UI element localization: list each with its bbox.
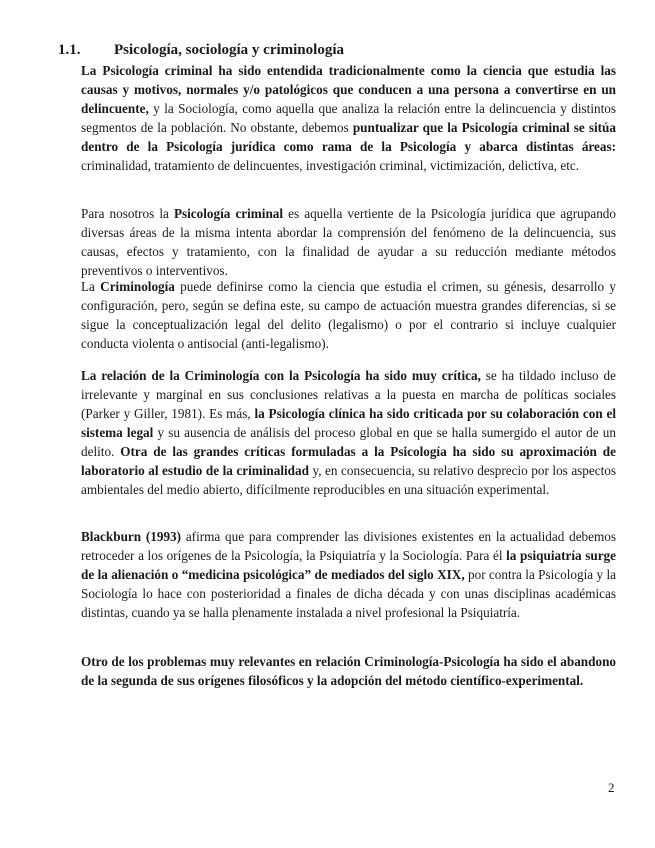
text-run: criminalidad, tratamiento de delincuentes, investigación criminal, victimización, delictiva, etc. <box>81 158 580 173</box>
text-run: es aquella vertiente de la Psicología jurídica que agrupando diversas áreas de la misma intenta abordar la comprensión del fenómeno de la delincuencia, sus causas, efectos y tratamiento, con la finalidad de ayudar a su reducción mediante métodos preventivos o interventivos. <box>81 206 616 278</box>
bold-run: Otro de los problemas muy relevantes en relación Criminología-Psicología ha sido el abandono de la segunda de sus orígenes filosóficos y la adopción del método científico-experimental. <box>81 654 616 688</box>
bold-run: Psicología criminal <box>173 206 284 221</box>
text-run: afirma que para comprender las divisiones existentes en la actualidad debemos retroceder a los orígenes de la Psicología, la Psiquiatría y la Sociología. Para él <box>81 529 616 563</box>
text-run: y su ausencia de análisis del proceso global en que se halla sumergido el autor de un delito. <box>81 425 616 459</box>
bold-run: la Psicología clínica ha sido criticada por su colaboración con el sistema legal <box>81 406 616 440</box>
paragraph-2 <box>81 204 616 280</box>
text-run: y, en consecuencia, su relativo desprecio por los aspectos ambientales del medio abierto, difícilmente reproducibles en una situación experimental. <box>81 463 616 497</box>
text-run: se ha tildado incluso de irrelevante y marginal en sus conclusiones relativas a la puesta en marcha de políticas sociales (Parker y Giller, 1981). Es más, <box>81 368 616 421</box>
bold-run: la psiquiatría surge de la alienación o “medicina psicológica” de mediados del siglo XIX, <box>81 548 616 582</box>
section-heading <box>58 40 344 60</box>
bold-run: Otra de las grandes críticas formuladas a la Psicología ha sido su aproximación de laboratorio al estudio de la criminalidad <box>81 444 616 478</box>
bold-run: Criminología <box>100 279 175 294</box>
bold-run: La Psicología criminal ha sido entendida tradicionalmente como la ciencia que estudia las causas y motivos, normales y/o patológicos que conducen a una persona a convertirse en un delincuente, <box>81 63 616 116</box>
paragraph-5 <box>81 527 616 622</box>
text-run: Para nosotros la <box>81 206 174 221</box>
text-run: La <box>81 279 101 294</box>
bold-run: Blackburn (1993) <box>81 529 182 544</box>
paragraph-3 <box>81 277 616 353</box>
bold-run: puntualizar que la Psicología criminal se sitúa dentro de la Psicología jurídica como rama de la Psicología y abarca distintas áreas: <box>81 120 616 154</box>
paragraph-6 <box>81 652 616 690</box>
section-number: 1.1. <box>58 42 81 58</box>
text-run: y la Sociología, como aquella que analiza la relación entre la delincuencia y distintos segmentos de la población. No obstante, debemos <box>81 101 616 135</box>
paragraph-1 <box>81 61 616 175</box>
page-number: 2 <box>608 780 615 795</box>
section-title: Psicología, sociología y criminología <box>114 42 344 58</box>
bold-run: La relación de la Criminología con la Psicología ha sido muy crítica, <box>81 368 481 383</box>
paragraph-4 <box>81 366 616 499</box>
text-run: por contra la Psicología y la Sociología lo hace con posterioridad a finales de dicha década y con unas disciplinas académicas distintas, cuando ya se halla plenamente instalada a nivel profesional la Psiquiatría. <box>81 567 616 620</box>
text-run: puede definirse como la ciencia que estudia el crimen, su génesis, desarrollo y configuración, pero, según se defina este, su campo de actuación muestra grandes diferencias, si se sigue la conceptualización legal del delito (legalismo) o por el contrario si incluye cualquier conducta violenta o antisocial (anti-legalismo). <box>81 279 616 351</box>
